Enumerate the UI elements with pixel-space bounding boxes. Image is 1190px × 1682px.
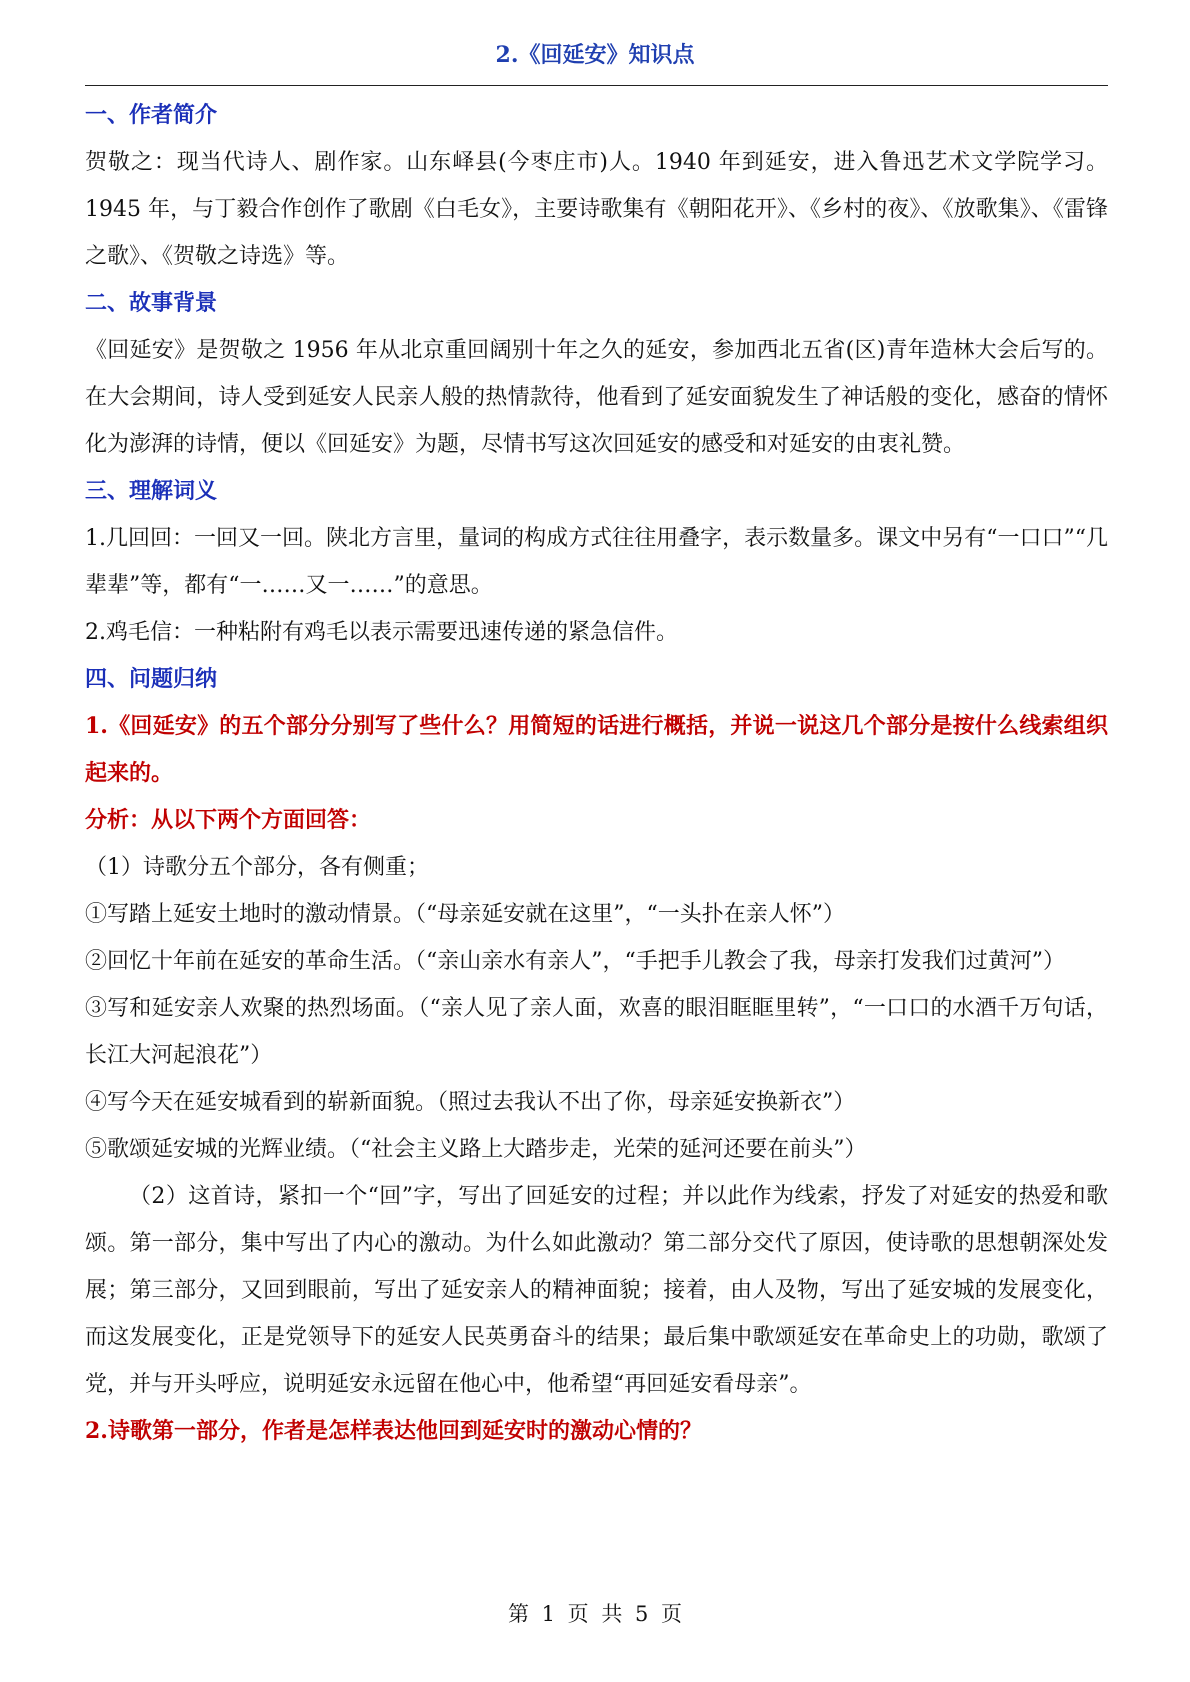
document-body <box>85 92 1108 1455</box>
summary-point: ②回忆十年前在延安的革命生活。（“亲山亲水有亲人”，“手把手儿教会了我，母亲打发我们过黄河”） <box>85 949 1065 974</box>
section-heading-background: 二、故事背景 <box>85 290 218 316</box>
part1-intro: （1）诗歌分五个部分，各有侧重； <box>85 855 429 880</box>
section-heading-author: 一、作者简介 <box>85 102 218 128</box>
summary-point: ⑤歌颂延安城的光辉业绩。（“社会主义路上大踏步走，光荣的延河还要在前头”） <box>85 1137 867 1162</box>
vocabulary-item: 2.鸡毛信：一种粘附有鸡毛以表示需要迅速传递的紧急信件。 <box>85 620 678 645</box>
header-divider <box>85 85 1108 86</box>
summary-point: ③写和延安亲人欢聚的热烈场面。（“亲人见了亲人面，欢喜的眼泪眶眶里转”，“一口口的水酒千万句话，长江大河起浪花”） <box>85 996 1108 1068</box>
question-1: 1.《回延安》的五个部分分别写了些什么？用简短的话进行概括，并说一说这几个部分是按什么线索组织起来的。 <box>85 713 1108 786</box>
summary-point: ①写踏上延安土地时的激动情景。（“母亲延安就在这里”，“一头扑在亲人怀”） <box>85 902 845 927</box>
background-paragraph: 《回延安》是贺敬之 1956 年从北京重回阔别十年之久的延安，参加西北五省(区)青年造林大会后写的。在大会期间，诗人受到延安人民亲人般的热情款待，他看到了延安面貌发生了神话般的变化，感奋的情怀化为澎湃的诗情，便以《回延安》为题，尽情书写这次回延安的感受和对延安的由衷礼赞。 <box>85 338 1108 457</box>
section-heading-questions: 四、问题归纳 <box>85 666 218 692</box>
author-paragraph: 贺敬之：现当代诗人、剧作家。山东峄县(今枣庄市)人。1940 年到延安，进入鲁迅艺术文学院学习。1945 年，与丁毅合作创作了歌剧《白毛女》，主要诗歌集有《朝阳花开》、《乡村的夜》、《放歌集》、《雷锋之歌》、《贺敬之诗选》等。 <box>85 150 1108 269</box>
analysis-label: 分析：从以下两个方面回答： <box>85 807 372 833</box>
page-title: 2.《回延安》知识点 <box>495 42 695 68</box>
question-2: 2.诗歌第一部分，作者是怎样表达他回到延安时的激动心情的？ <box>85 1418 702 1444</box>
section-heading-vocabulary: 三、理解词义 <box>85 478 218 504</box>
vocabulary-item: 1.几回回：一回又一回。陕北方言里，量词的构成方式往往用叠字，表示数量多。课文中另有“一口口”“几辈辈”等，都有“一……又一……”的意思。 <box>85 526 1108 598</box>
part2-paragraph: （2）这首诗，紧扣一个“回”字，写出了回延安的过程；并以此作为线索，抒发了对延安的热爱和歌颂。第一部分，集中写出了内心的激动。为什么如此激动？第二部分交代了原因，使诗歌的思想朝深处发展；第三部分，又回到眼前，写出了延安亲人的精神面貌；接着，由人及物，写出了延安城的发展变化，而这发展变化，正是党领导下的延安人民英勇奋斗的结果；最后集中歌颂延安在革命史上的功勋，歌颂了党，并与开头呼应，说明延安永远留在他心中，他希望“再回延安看母亲”。 <box>85 1184 1108 1397</box>
summary-point: ④写今天在延安城看到的崭新面貌。（照过去我认不出了你，母亲延安换新衣”） <box>85 1090 856 1115</box>
page-number: 第 1 页 共 5 页 <box>507 1602 683 1626</box>
